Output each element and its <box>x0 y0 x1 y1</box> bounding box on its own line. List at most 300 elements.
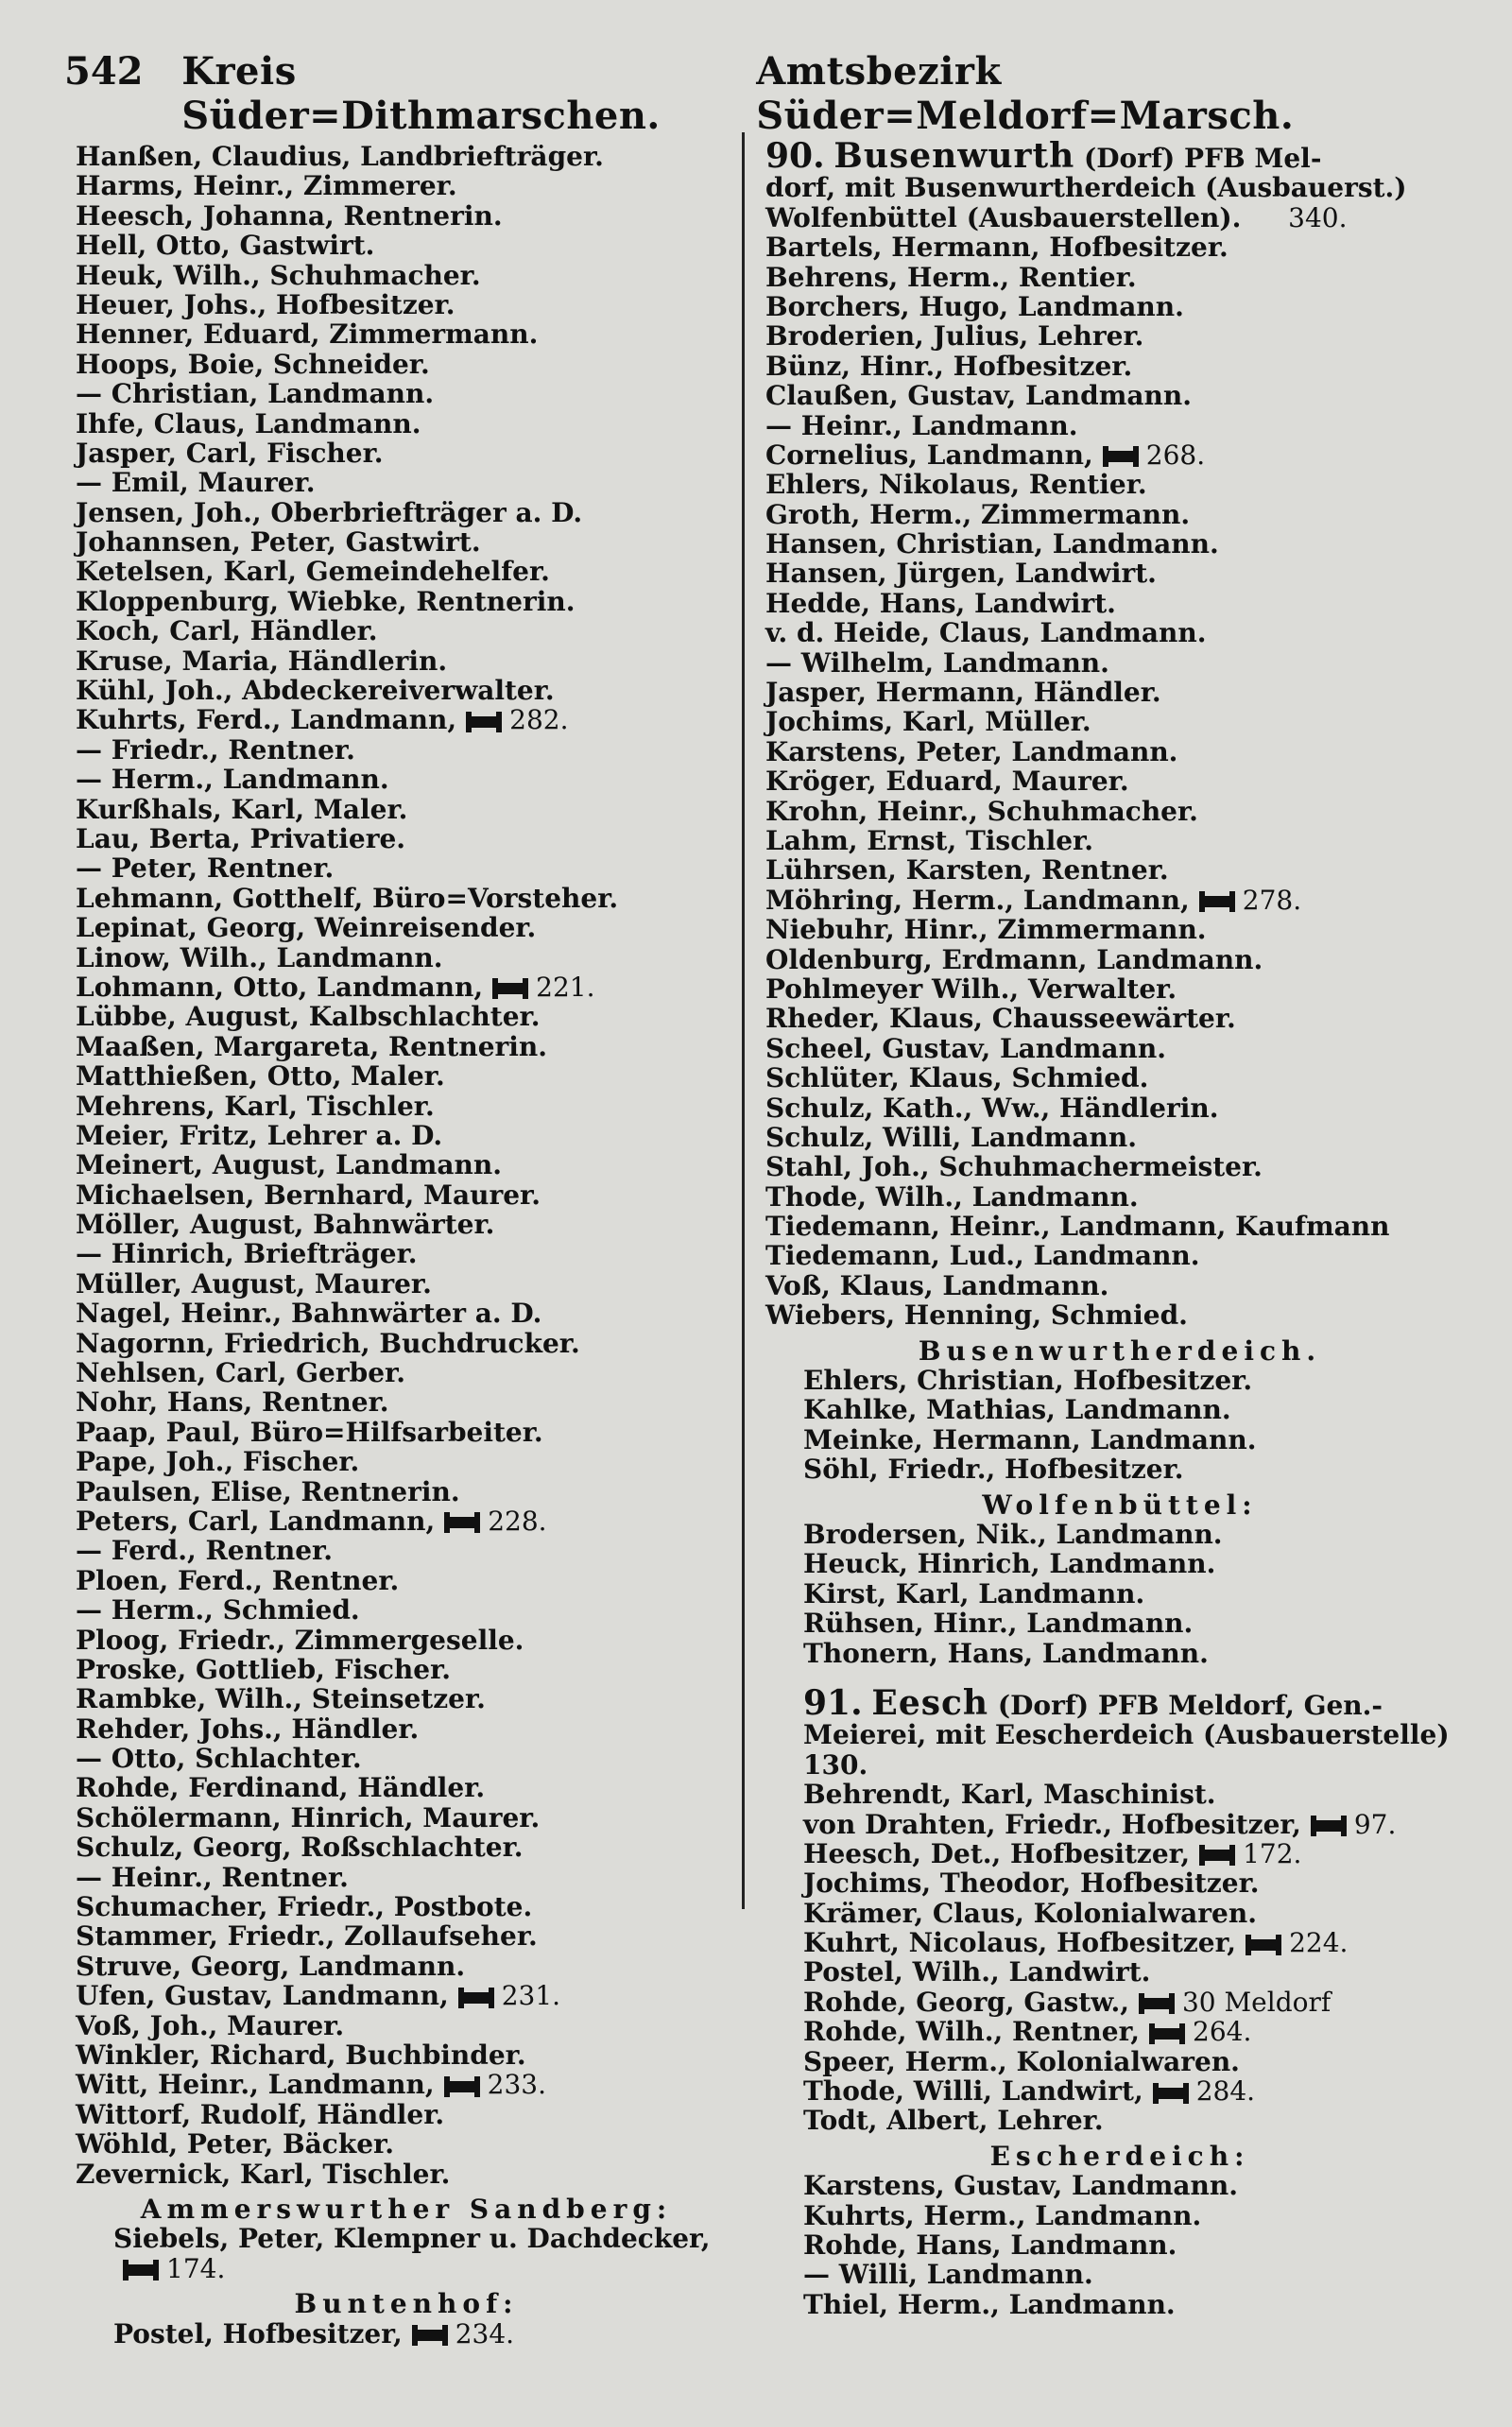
directory-entry <box>765 826 1474 855</box>
entry-text: Rohde, Wilh., Rentner, <box>803 2016 1141 2048</box>
directory-entry <box>765 1093 1474 1123</box>
entry-text: Hoops, Boie, Schneider. <box>76 348 430 380</box>
telephone-icon <box>412 2330 448 2341</box>
directory-entry <box>76 1329 737 1358</box>
directory-entry <box>765 915 1474 944</box>
directory-entry <box>803 2017 1474 2046</box>
directory-entry <box>765 589 1474 618</box>
entry-text: — Herm., Landmann. <box>76 764 389 796</box>
directory-entry <box>76 557 737 586</box>
directory-entry <box>803 1899 1474 1928</box>
directory-entry <box>765 1300 1474 1330</box>
entry-text: Ploog, Friedr., Zimmergeselle. <box>76 1624 524 1656</box>
telephone-number: 172. <box>1243 1837 1302 1869</box>
directory-entry <box>76 1773 737 1802</box>
village-90-info-line2: dorf, mit Busenwurtherdeich (Ausbauerst.) <box>765 172 1407 204</box>
directory-entry <box>765 529 1474 559</box>
directory-entry <box>803 1988 1474 2017</box>
directory-entry <box>765 797 1474 826</box>
entry-text: Nagel, Heinr., Bahnwärter a. D. <box>76 1298 542 1330</box>
telephone-icon <box>492 983 528 994</box>
entry-text: von Drahten, Friedr., Hofbesitzer, <box>803 1808 1301 1840</box>
entry-text: Nehlsen, Carl, Gerber. <box>76 1357 405 1389</box>
directory-entry <box>765 707 1474 736</box>
village-90-heading <box>765 136 1474 176</box>
entry-text: Voß, Joh., Maurer. <box>76 2009 345 2041</box>
entry-text: Jasper, Carl, Fischer. <box>76 437 384 469</box>
entry-text: Kuhrts, Ferd., Landmann, <box>76 704 457 736</box>
directory-entry <box>803 1639 1474 1668</box>
directory-entry <box>76 795 737 824</box>
directory-entry <box>76 379 737 408</box>
directory-entry <box>76 1536 737 1565</box>
directory-entry <box>76 973 737 1002</box>
directory-entry <box>765 886 1474 915</box>
entry-text: Tiedemann, Lud., Landmann. <box>765 1240 1200 1272</box>
directory-entry <box>76 2011 737 2040</box>
entry-text: Rohde, Georg, Gastw., <box>803 1986 1129 2018</box>
wolfenbuettel-entry-list <box>765 1520 1474 1668</box>
busenwurtherdeich-entry-list <box>765 1366 1474 1485</box>
entry-text: Meinke, Hermann, Landmann. <box>803 1423 1257 1455</box>
entry-text: Ketelsen, Karl, Gemeindehelfer. <box>76 556 550 588</box>
entry-text: Thode, Wilh., Landmann. <box>765 1180 1139 1213</box>
directory-entry <box>76 676 737 705</box>
directory-entry <box>803 1549 1474 1578</box>
telephone-number: 268. <box>1145 439 1206 471</box>
telephone-number: 224. <box>1289 1927 1349 1959</box>
entry-text: Hell, Otto, Gastwirt. <box>76 230 375 262</box>
directory-entry <box>765 559 1474 588</box>
directory-entry <box>76 2100 737 2129</box>
directory-entry <box>76 1210 737 1239</box>
telephone-number: 231. <box>501 1980 561 2012</box>
village-90-info-line3 <box>765 203 1474 232</box>
entry-text: Karstens, Gustav, Landmann. <box>803 2170 1238 2202</box>
directory-entry <box>76 1626 737 1655</box>
entry-text: Heesch, Johanna, Rentnerin. <box>76 199 503 232</box>
village-91-info: (Dorf) PFB Meldorf, Gen.- <box>997 1689 1383 1721</box>
entry-text: Jochims, Karl, Müller. <box>765 706 1091 738</box>
directory-entry <box>76 1121 737 1150</box>
entry-text: Thonern, Hans, Landmann. <box>803 1637 1209 1669</box>
buntenhof-heading: Buntenhof: <box>294 2288 519 2320</box>
directory-entry <box>765 648 1474 678</box>
directory-entry <box>803 2260 1474 2289</box>
ammerswurth-entry-list <box>76 2224 737 2283</box>
directory-entry <box>765 321 1474 351</box>
entry-text: — Christian, Landmann. <box>76 378 435 410</box>
directory-entry <box>76 1239 737 1268</box>
directory-entry <box>803 2047 1474 2076</box>
entry-text: Winkler, Richard, Buchbinder. <box>76 2040 526 2071</box>
entry-text: — Emil, Maurer. <box>76 467 316 499</box>
entry-text: Speer, Herm., Kolonialwaren. <box>803 2045 1240 2077</box>
directory-entry <box>803 1579 1474 1609</box>
entry-text: Heuer, Johs., Hofbesitzer. <box>76 288 455 320</box>
entry-text: Heuk, Wilh., Schuhmacher. <box>76 259 481 291</box>
directory-entry <box>76 1892 737 1921</box>
telephone-icon <box>1103 451 1139 462</box>
village-91-entry-list <box>765 1780 1474 2136</box>
entry-text: Behrens, Herm., Rentier. <box>765 261 1137 293</box>
entry-text: Ehlers, Nikolaus, Rentier. <box>765 469 1147 501</box>
entry-text: Kühl, Joh., Abdeckereiverwalter. <box>76 675 555 707</box>
entry-text: Nagornn, Friedrich, Buchdrucker. <box>76 1327 580 1359</box>
entry-text: Möller, August, Bahnwärter. <box>76 1209 495 1241</box>
directory-entry <box>76 853 737 883</box>
entry-text: Thiel, Herm., Landmann. <box>803 2288 1176 2320</box>
directory-entry <box>76 1477 737 1506</box>
telephone-number: 30 Meldorf <box>1181 1986 1332 2018</box>
entry-text: — Willi, Landmann. <box>803 2259 1093 2291</box>
telephone-icon <box>444 2081 480 2092</box>
directory-entry <box>76 468 737 497</box>
entry-text: Pape, Joh., Fischer. <box>76 1446 360 1478</box>
directory-entry <box>765 1063 1474 1093</box>
entry-text: Zevernick, Karl, Tischler. <box>76 2158 451 2190</box>
directory-entry <box>765 470 1474 499</box>
entry-text: Lohmann, Otto, Landmann, <box>76 971 484 1003</box>
directory-entry <box>76 646 737 676</box>
directory-entry <box>803 2106 1474 2135</box>
entry-text: Heesch, Det., Hofbesitzer, <box>803 1837 1191 1869</box>
directory-entry <box>76 1506 737 1536</box>
entry-text: Voß, Klaus, Landmann. <box>765 1269 1109 1301</box>
directory-entry <box>803 1780 1474 1809</box>
entry-text: Witt, Heinr., Landmann, <box>76 2069 435 2101</box>
directory-entry <box>76 705 737 734</box>
entry-text: Kahlke, Mathias, Landmann. <box>803 1394 1231 1426</box>
entry-text: Möhring, Herm., Landmann, <box>765 884 1190 916</box>
directory-entry <box>76 587 737 616</box>
directory-entry <box>765 440 1474 470</box>
telephone-icon <box>1149 2028 1185 2040</box>
directory-entry <box>76 884 737 913</box>
directory-entry <box>76 943 737 973</box>
entry-text: Lau, Berta, Privatiere. <box>76 822 406 854</box>
directory-entry <box>76 1418 737 1447</box>
column-divider <box>742 132 745 1909</box>
directory-entry <box>803 1810 1474 1839</box>
village-90-entry-list <box>765 232 1474 1330</box>
entry-text: — Heinr., Landmann. <box>765 409 1078 441</box>
entry-text: Todt, Albert, Lehrer. <box>803 2105 1104 2137</box>
telephone-icon <box>1139 1998 1175 2009</box>
directory-entry <box>76 1387 737 1417</box>
telephone-number: 97. <box>1353 1808 1397 1840</box>
entry-text: Wöhld, Peter, Bäcker. <box>76 2128 394 2160</box>
entry-text: Ihfe, Claus, Landmann. <box>76 407 421 439</box>
directory-entry <box>76 2040 737 2070</box>
directory-entry <box>803 1454 1474 1484</box>
entry-text: Paulsen, Elise, Rentnerin. <box>76 1475 460 1507</box>
escherdeich-heading: Escherdeich: <box>989 2140 1250 2172</box>
entry-text: Wiebers, Henning, Schmied. <box>765 1300 1188 1332</box>
entry-text: Nohr, Hans, Rentner. <box>76 1386 389 1419</box>
entry-text: Kuhrts, Herm., Landmann. <box>803 2199 1202 2231</box>
directory-entry <box>803 1395 1474 1424</box>
directory-entry <box>76 350 737 379</box>
entry-text: Meier, Fritz, Lehrer a. D. <box>76 1119 443 1151</box>
wolfenbuettel-heading: Wolfenbüttel: <box>982 1489 1258 1521</box>
directory-entry <box>76 527 737 557</box>
entry-text: Harms, Heinr., Zimmerer. <box>76 170 457 202</box>
entry-text: Henner, Eduard, Zimmermann. <box>76 318 539 351</box>
entry-text: Matthießen, Otto, Maler. <box>76 1060 445 1093</box>
entry-text: Postel, Hofbesitzer, <box>113 2317 403 2350</box>
entry-text: Scheel, Gustav, Landmann. <box>765 1032 1166 1064</box>
entry-text: Stahl, Joh., Schuhmachermeister. <box>765 1151 1263 1183</box>
entry-text: Karstens, Peter, Landmann. <box>765 735 1178 767</box>
directory-entry <box>803 1520 1474 1549</box>
entry-text: Bünz, Hinr., Hofbesitzer. <box>765 350 1133 382</box>
directory-entry <box>76 1358 737 1387</box>
directory-entry <box>765 500 1474 529</box>
telephone-number: 278. <box>1242 884 1302 916</box>
directory-entry <box>765 766 1474 796</box>
district-title: Kreis Süder=Dithmarschen. <box>181 49 661 138</box>
entry-text: Kröger, Eduard, Maurer. <box>765 766 1129 798</box>
directory-entry <box>76 1981 737 2010</box>
telephone-icon <box>444 1517 480 1528</box>
entry-text: Kruse, Maria, Händlerin. <box>76 645 448 677</box>
telephone-number: 284. <box>1195 2075 1256 2108</box>
directory-entry <box>765 737 1474 766</box>
directory-entry <box>765 974 1474 1004</box>
village-90-population: 340. <box>1288 201 1348 233</box>
directory-entry <box>803 2230 1474 2260</box>
entry-text: Rohde, Ferdinand, Händler. <box>76 1772 486 1804</box>
ammerswurth-heading: Ammerswurther Sandberg: <box>140 2193 673 2225</box>
telephone-icon <box>1311 1820 1347 1832</box>
directory-entry <box>76 1744 737 1773</box>
entry-text: Struve, Georg, Landmann. <box>76 1950 466 1982</box>
entry-text: — Hinrich, Briefträger. <box>76 1238 418 1270</box>
entry-text: Lübbe, August, Kalbschlachter. <box>76 1001 541 1033</box>
entry-text: Michaelsen, Bernhard, Maurer. <box>76 1179 541 1211</box>
entry-text: Jasper, Hermann, Händler. <box>765 677 1161 709</box>
left-entry-list <box>76 142 737 2189</box>
entry-text: — Otto, Schlachter. <box>76 1743 362 1775</box>
directory-entry <box>76 409 737 439</box>
directory-entry <box>803 2171 1474 2200</box>
directory-entry <box>765 1034 1474 1063</box>
directory-entry <box>76 1299 737 1328</box>
entry-text: — Heinr., Rentner. <box>76 1861 349 1893</box>
directory-entry <box>76 765 737 794</box>
telephone-icon <box>466 716 502 728</box>
directory-entry <box>76 1684 737 1713</box>
entry-text: Niebuhr, Hinr., Zimmermann. <box>765 914 1207 946</box>
directory-entry <box>76 2224 737 2253</box>
village-90-info-line3-text: Wolfenbüttel (Ausbauerstellen). <box>765 201 1242 233</box>
directory-entry <box>803 1609 1474 1638</box>
directory-entry <box>803 2201 1474 2230</box>
entry-text: Bartels, Hermann, Hofbesitzer. <box>765 232 1228 264</box>
page-number: 542 <box>64 49 144 94</box>
directory-entry <box>76 1002 737 1031</box>
directory-entry <box>765 232 1474 262</box>
entry-text: Behrendt, Karl, Maschinist. <box>803 1779 1216 1811</box>
entry-text: — Peter, Rentner. <box>76 852 335 885</box>
directory-entry <box>76 261 737 290</box>
directory-entry <box>76 1863 737 1892</box>
directory-entry <box>803 2076 1474 2106</box>
directory-entry <box>765 1212 1474 1241</box>
directory-entry <box>76 1092 737 1121</box>
directory-entry <box>76 439 737 468</box>
entry-text: Müller, August, Maurer. <box>76 1267 432 1300</box>
telephone-number: 234. <box>455 2317 515 2350</box>
entry-text: Schlüter, Klaus, Schmied. <box>765 1062 1149 1094</box>
entry-text: Rehder, Johs., Händler. <box>76 1713 420 1745</box>
directory-entry <box>765 1004 1474 1033</box>
entry-text: Tiedemann, Heinr., Landmann, Kaufmann <box>765 1211 1390 1243</box>
directory-entry <box>803 2290 1474 2319</box>
entry-text: Jochims, Theodor, Hofbesitzer. <box>803 1868 1260 1900</box>
entry-text: Meinert, August, Landmann. <box>76 1149 503 1181</box>
entry-text: Rheder, Klaus, Chausseewärter. <box>765 1003 1236 1035</box>
directory-entry <box>76 1566 737 1595</box>
entry-text: Ehlers, Christian, Hofbesitzer. <box>803 1365 1253 1397</box>
directory-entry <box>765 381 1474 410</box>
directory-entry <box>76 2160 737 2189</box>
entry-text: Wittorf, Rudolf, Händler. <box>76 2098 445 2130</box>
directory-entry <box>76 1269 737 1299</box>
directory-entry <box>765 945 1474 974</box>
directory-entry <box>76 913 737 942</box>
entry-text: Schulz, Kath., Ww., Händlerin. <box>765 1092 1219 1124</box>
entry-text: Hansen, Jürgen, Landwirt. <box>765 558 1157 590</box>
directory-entry <box>76 1655 737 1684</box>
directory-entry <box>76 171 737 200</box>
directory-entry <box>765 678 1474 707</box>
directory-entry <box>76 1061 737 1091</box>
directory-entry <box>803 1425 1474 1454</box>
directory-entry <box>76 2254 737 2283</box>
entry-text: Johannsen, Peter, Gastwirt. <box>76 526 481 559</box>
entry-text: Stammer, Friedr., Zollaufseher. <box>76 1920 538 1953</box>
directory-entry <box>76 1447 737 1476</box>
directory-entry <box>76 1952 737 1981</box>
telephone-icon <box>458 1992 494 2004</box>
entry-text: — Ferd., Rentner. <box>76 1535 333 1567</box>
entry-text: v. d. Heide, Claus, Landmann. <box>765 617 1207 649</box>
directory-entry <box>765 1123 1474 1152</box>
entry-text: Lepinat, Georg, Weinreisender. <box>76 912 537 944</box>
entry-text: — Wilhelm, Landmann. <box>765 646 1109 679</box>
directory-entry <box>76 1595 737 1625</box>
entry-text: Hanßen, Claudius, Landbriefträger. <box>76 141 604 172</box>
entry-text: Linow, Wilh., Landmann. <box>76 941 443 973</box>
village-90-name: Busenwurth <box>833 136 1075 176</box>
entry-text: Paap, Paul, Büro=Hilfsarbeiter. <box>76 1416 543 1448</box>
right-column <box>765 136 1474 2320</box>
directory-entry <box>76 2129 737 2159</box>
directory-entry <box>765 1182 1474 1212</box>
directory-entry <box>76 142 737 171</box>
directory-entry <box>765 263 1474 292</box>
directory-entry <box>765 1271 1474 1300</box>
entry-text: — Herm., Schmied. <box>76 1594 360 1627</box>
directory-entry <box>765 618 1474 647</box>
entry-text: Jensen, Joh., Oberbriefträger a. D. <box>76 496 583 528</box>
entry-text: Kloppenburg, Wiebke, Rentnerin. <box>76 585 576 617</box>
telephone-icon <box>123 2264 159 2276</box>
entry-text: Maaßen, Margareta, Rentnerin. <box>76 1030 548 1062</box>
telephone-number: 228. <box>488 1505 547 1537</box>
village-91-name: Eesch <box>871 1682 989 1723</box>
telephone-icon <box>1246 1939 1281 1951</box>
directory-entry <box>76 1714 737 1744</box>
directory-entry <box>765 855 1474 885</box>
village-91-info-line2: Meierei, mit Eescherdeich (Ausbauerstelle) <box>803 1719 1450 1751</box>
directory-entry <box>803 1928 1474 1957</box>
entry-text: Rühsen, Hinr., Landmann. <box>803 1608 1194 1640</box>
directory-entry <box>76 1032 737 1061</box>
directory-entry <box>76 290 737 319</box>
entry-text: Claußen, Gustav, Landmann. <box>765 380 1192 412</box>
directory-entry <box>76 2319 737 2349</box>
entry-text: Krohn, Heinr., Schuhmacher. <box>765 795 1198 827</box>
directory-entry <box>76 1180 737 1210</box>
telephone-icon <box>1153 2088 1189 2099</box>
entry-text: Heuck, Hinrich, Landmann. <box>803 1548 1216 1580</box>
entry-text: — Friedr., Rentner. <box>76 733 355 766</box>
telephone-number: 174. <box>166 2252 226 2284</box>
left-column <box>76 142 737 2349</box>
entry-text: Brodersen, Nik., Landmann. <box>803 1518 1223 1550</box>
page-header <box>64 49 1463 138</box>
telephone-icon <box>1199 1850 1235 1861</box>
directory-entry <box>765 411 1474 440</box>
directory-entry <box>803 1868 1474 1898</box>
entry-text: Lührsen, Karsten, Rentner. <box>765 854 1169 886</box>
entry-text: Rohde, Hans, Landmann. <box>803 2229 1177 2261</box>
entry-text: Schulz, Georg, Roßschlachter. <box>76 1832 524 1864</box>
entry-text: Peters, Carl, Landmann, <box>76 1505 436 1537</box>
entry-text: Schulz, Willi, Landmann. <box>765 1121 1138 1153</box>
village-91-number: 91. <box>803 1682 863 1723</box>
entry-text: Postel, Wilh., Landwirt. <box>803 1956 1151 1988</box>
entry-text: Hansen, Christian, Landmann. <box>765 528 1219 560</box>
entry-text: Ufen, Gustav, Landmann, <box>76 1980 449 2012</box>
village-91-heading <box>765 1682 1474 1723</box>
entry-text: Cornelius, Landmann, <box>765 439 1093 471</box>
entry-text: Kuhrt, Nicolaus, Hofbesitzer, <box>803 1927 1237 1959</box>
directory-entry <box>76 498 737 527</box>
entry-text: Schumacher, Friedr., Postbote. <box>76 1891 533 1923</box>
entry-text: Hedde, Hans, Landwirt. <box>765 587 1116 619</box>
village-91-population: 130. <box>803 1748 868 1781</box>
entry-text: Oldenburg, Erdmann, Landmann. <box>765 943 1263 975</box>
office-district-title: Amtsbezirk Süder=Meldorf=Marsch. <box>756 49 1295 138</box>
entry-text: Söhl, Friedr., Hofbesitzer. <box>803 1454 1184 1486</box>
entry-text: Borchers, Hugo, Landmann. <box>765 290 1184 322</box>
directory-entry <box>765 292 1474 321</box>
directory-entry <box>803 1366 1474 1395</box>
telephone-number: 221. <box>536 971 595 1003</box>
directory-entry <box>76 231 737 260</box>
telephone-number: 264. <box>1193 2016 1252 2048</box>
entry-text: Koch, Carl, Händler. <box>76 615 378 647</box>
directory-entry <box>76 1803 737 1833</box>
entry-text: Mehrens, Karl, Tischler. <box>76 1090 435 1122</box>
directory-entry <box>765 1241 1474 1270</box>
directory-entry <box>76 1833 737 1862</box>
directory-entry <box>76 1150 737 1179</box>
